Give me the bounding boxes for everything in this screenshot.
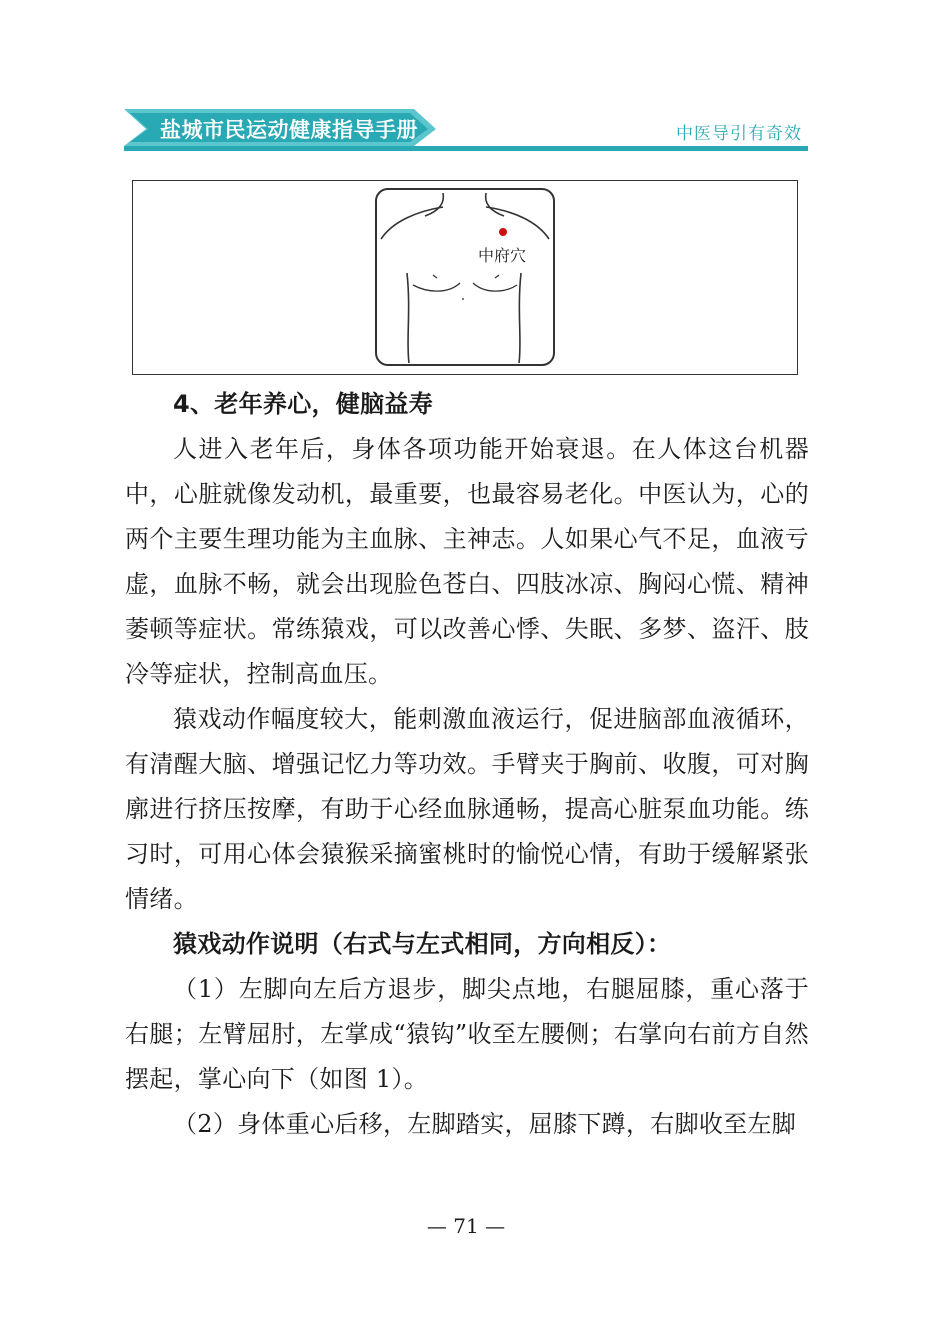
chest-outline-illustration xyxy=(133,181,799,376)
page-number: — 71 — xyxy=(426,1214,506,1238)
acupoint-label: 中府穴 xyxy=(478,246,527,265)
content-body xyxy=(125,382,809,1147)
header-section-title: 中医导引有奇效 xyxy=(676,124,802,144)
section-heading: 4、老年养心，健脑益寿 xyxy=(173,390,433,418)
header-title: 盐城市民运动健康指导手册 xyxy=(160,118,418,142)
paragraph-1: 人进入老年后，身体各项功能开始衰退。在人体这台机器中，心脏就像发动机，最重要，也最容易老化。中医认为，心的两个主要生理功能为主血脉、主神志。人如果心气不足，血液亏虚，血脉不畅，就会出现脸色苍白、四肢冰凉、胸闷心慌、精神萎顿等症状。常练猿戏，可以改善心悸、失眠、多梦、盗汗、肢冷等症状，控制高血压。 xyxy=(125,435,809,688)
acupoint-marker xyxy=(499,228,507,236)
header-rule xyxy=(124,146,808,151)
step-1: （1）左脚向左后方退步，脚尖点地，右腿屈膝，重心落于右腿；左臂屈肘，左掌成“猿钩”收至左腰侧；右掌向右前方自然摆起，掌心向下（如图 1）。 xyxy=(125,975,809,1093)
subsection-heading: 猿戏动作说明（右式与左式相同，方向相反）： xyxy=(173,930,672,958)
acupoint-figure xyxy=(132,180,798,375)
paragraph-2: 猿戏动作幅度较大，能刺激血液运行，促进脑部血液循环，有清醒大脑、增强记忆力等功效。手臂夹于胸前、收腹，可对胸廓进行挤压按摩，有助于心经血脉通畅，提高心脏泵血功能。练习时，可用心体会猿猴采摘蜜桃时的愉悦心情，有助于缓解紧张情绪。 xyxy=(125,705,809,913)
step-2: （2）身体重心后移，左脚踏实，屈膝下蹲，右脚收至左脚 xyxy=(173,1110,797,1138)
